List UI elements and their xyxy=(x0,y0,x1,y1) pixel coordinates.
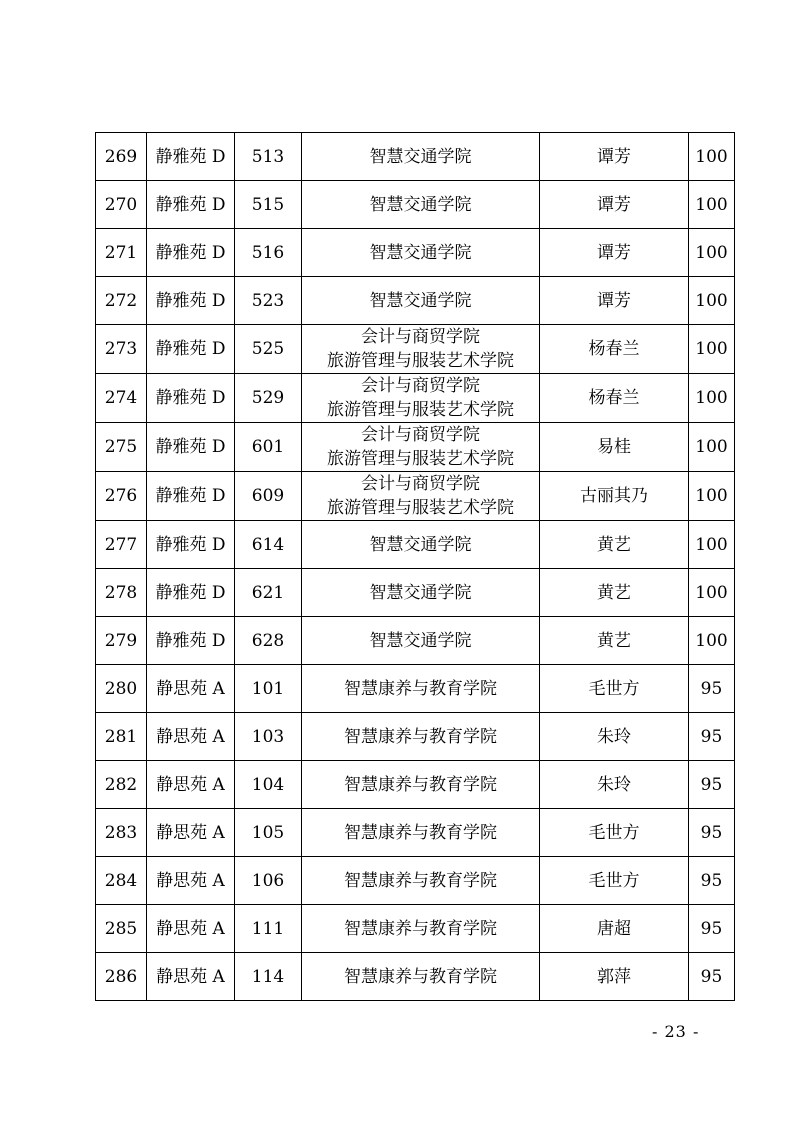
cell-score: 100 xyxy=(689,181,735,229)
cell-room-number: 513 xyxy=(235,133,302,181)
cell-score: 100 xyxy=(689,472,735,521)
cell-teacher: 古丽其乃 xyxy=(540,472,689,521)
cell-college xyxy=(302,713,540,761)
cell-teacher: 杨春兰 xyxy=(540,325,689,374)
table-row xyxy=(96,569,735,617)
cell-room-number: 114 xyxy=(235,953,302,1001)
cell-serial-number: 270 xyxy=(96,181,147,229)
table-row xyxy=(96,423,735,472)
cell-score: 100 xyxy=(689,521,735,569)
table-row xyxy=(96,133,735,181)
cell-teacher: 黄艺 xyxy=(540,617,689,665)
cell-serial-number: 285 xyxy=(96,905,147,953)
cell-room-number: 523 xyxy=(235,277,302,325)
cell-teacher: 谭芳 xyxy=(540,181,689,229)
cell-building: 静雅苑 D xyxy=(147,472,235,521)
cell-building: 静雅苑 D xyxy=(147,569,235,617)
cell-room-number: 621 xyxy=(235,569,302,617)
cell-serial-number: 282 xyxy=(96,761,147,809)
cell-score: 95 xyxy=(689,761,735,809)
cell-score: 100 xyxy=(689,569,735,617)
cell-room-number: 101 xyxy=(235,665,302,713)
cell-college xyxy=(302,133,540,181)
cell-room-number: 525 xyxy=(235,325,302,374)
cell-score: 100 xyxy=(689,325,735,374)
cell-room-number: 614 xyxy=(235,521,302,569)
cell-building: 静雅苑 D xyxy=(147,229,235,277)
cell-score: 95 xyxy=(689,857,735,905)
college-name: 智慧交通学院 xyxy=(369,534,472,555)
dormitory-score-table-container xyxy=(95,132,734,1001)
cell-serial-number: 281 xyxy=(96,713,147,761)
cell-room-number: 111 xyxy=(235,905,302,953)
cell-college xyxy=(302,809,540,857)
table-row xyxy=(96,617,735,665)
cell-score: 100 xyxy=(689,229,735,277)
table-row xyxy=(96,472,735,521)
cell-room-number: 105 xyxy=(235,809,302,857)
dormitory-score-table xyxy=(95,132,735,1001)
college-name: 智慧交通学院 xyxy=(369,630,472,651)
cell-score: 95 xyxy=(689,953,735,1001)
table-row xyxy=(96,857,735,905)
cell-teacher: 谭芳 xyxy=(540,229,689,277)
cell-score: 95 xyxy=(689,905,735,953)
cell-room-number: 515 xyxy=(235,181,302,229)
cell-teacher: 毛世方 xyxy=(540,857,689,905)
cell-room-number: 104 xyxy=(235,761,302,809)
cell-college xyxy=(302,857,540,905)
cell-building: 静雅苑 D xyxy=(147,617,235,665)
cell-teacher: 朱玲 xyxy=(540,761,689,809)
college-name: 智慧交通学院 xyxy=(369,194,472,215)
table-row xyxy=(96,761,735,809)
cell-building: 静雅苑 D xyxy=(147,521,235,569)
table-row xyxy=(96,521,735,569)
cell-serial-number: 276 xyxy=(96,472,147,521)
cell-room-number: 516 xyxy=(235,229,302,277)
cell-teacher: 黄艺 xyxy=(540,569,689,617)
cell-building: 静雅苑 D xyxy=(147,133,235,181)
cell-serial-number: 283 xyxy=(96,809,147,857)
table-row xyxy=(96,374,735,423)
cell-building: 静雅苑 D xyxy=(147,325,235,374)
college-name: 旅游管理与服装艺术学院 xyxy=(327,449,514,469)
table-row xyxy=(96,809,735,857)
college-name: 会计与商贸学院 xyxy=(361,425,480,445)
cell-serial-number: 279 xyxy=(96,617,147,665)
college-name: 智慧康养与教育学院 xyxy=(344,678,497,699)
college-name: 会计与商贸学院 xyxy=(361,474,480,494)
cell-teacher: 毛世方 xyxy=(540,665,689,713)
college-name: 智慧康养与教育学院 xyxy=(344,918,497,939)
college-name: 旅游管理与服装艺术学院 xyxy=(327,400,514,420)
cell-serial-number: 271 xyxy=(96,229,147,277)
college-name: 智慧交通学院 xyxy=(369,146,472,167)
table-row xyxy=(96,905,735,953)
cell-college xyxy=(302,325,540,374)
page-number: - 23 - xyxy=(652,1022,700,1041)
table-row xyxy=(96,181,735,229)
cell-college xyxy=(302,761,540,809)
college-name: 旅游管理与服装艺术学院 xyxy=(327,351,514,371)
college-name: 智慧康养与教育学院 xyxy=(344,870,497,891)
table-row xyxy=(96,229,735,277)
table-row xyxy=(96,277,735,325)
cell-college xyxy=(302,617,540,665)
college-name: 智慧交通学院 xyxy=(369,582,472,603)
cell-college xyxy=(302,569,540,617)
cell-score: 100 xyxy=(689,374,735,423)
college-name: 智慧康养与教育学院 xyxy=(344,774,497,795)
cell-building: 静思苑 A xyxy=(147,905,235,953)
table-row xyxy=(96,325,735,374)
cell-score: 95 xyxy=(689,713,735,761)
cell-score: 95 xyxy=(689,809,735,857)
cell-score: 100 xyxy=(689,617,735,665)
cell-score: 100 xyxy=(689,423,735,472)
cell-teacher: 朱玲 xyxy=(540,713,689,761)
cell-college xyxy=(302,181,540,229)
cell-serial-number: 277 xyxy=(96,521,147,569)
cell-room-number: 103 xyxy=(235,713,302,761)
college-name: 智慧康养与教育学院 xyxy=(344,726,497,747)
table-row xyxy=(96,953,735,1001)
cell-college xyxy=(302,374,540,423)
table-row xyxy=(96,665,735,713)
cell-room-number: 106 xyxy=(235,857,302,905)
cell-serial-number: 275 xyxy=(96,423,147,472)
cell-building: 静雅苑 D xyxy=(147,277,235,325)
cell-score: 100 xyxy=(689,277,735,325)
cell-teacher: 杨春兰 xyxy=(540,374,689,423)
cell-score: 100 xyxy=(689,133,735,181)
cell-college xyxy=(302,277,540,325)
cell-building: 静雅苑 D xyxy=(147,181,235,229)
cell-building: 静雅苑 D xyxy=(147,374,235,423)
college-name: 会计与商贸学院 xyxy=(361,376,480,396)
cell-teacher: 谭芳 xyxy=(540,277,689,325)
cell-college xyxy=(302,423,540,472)
cell-serial-number: 280 xyxy=(96,665,147,713)
cell-serial-number: 273 xyxy=(96,325,147,374)
cell-building: 静思苑 A xyxy=(147,713,235,761)
cell-serial-number: 278 xyxy=(96,569,147,617)
cell-building: 静思苑 A xyxy=(147,761,235,809)
college-name: 旅游管理与服装艺术学院 xyxy=(327,498,514,518)
cell-score: 95 xyxy=(689,665,735,713)
cell-teacher: 毛世方 xyxy=(540,809,689,857)
cell-college xyxy=(302,521,540,569)
cell-room-number: 601 xyxy=(235,423,302,472)
cell-college xyxy=(302,472,540,521)
cell-teacher: 谭芳 xyxy=(540,133,689,181)
cell-teacher: 黄艺 xyxy=(540,521,689,569)
cell-room-number: 529 xyxy=(235,374,302,423)
table-row xyxy=(96,713,735,761)
cell-room-number: 609 xyxy=(235,472,302,521)
cell-teacher: 易桂 xyxy=(540,423,689,472)
cell-serial-number: 274 xyxy=(96,374,147,423)
cell-teacher: 郭萍 xyxy=(540,953,689,1001)
college-name: 会计与商贸学院 xyxy=(361,327,480,347)
cell-teacher: 唐超 xyxy=(540,905,689,953)
cell-serial-number: 269 xyxy=(96,133,147,181)
cell-college xyxy=(302,229,540,277)
cell-building: 静思苑 A xyxy=(147,665,235,713)
cell-serial-number: 272 xyxy=(96,277,147,325)
cell-serial-number: 286 xyxy=(96,953,147,1001)
college-name: 智慧康养与教育学院 xyxy=(344,822,497,843)
college-name: 智慧康养与教育学院 xyxy=(344,966,497,987)
cell-serial-number: 284 xyxy=(96,857,147,905)
college-name: 智慧交通学院 xyxy=(369,290,472,311)
cell-building: 静雅苑 D xyxy=(147,423,235,472)
table-body xyxy=(96,133,735,1001)
cell-college xyxy=(302,953,540,1001)
cell-building: 静思苑 A xyxy=(147,953,235,1001)
college-name: 智慧交通学院 xyxy=(369,242,472,263)
cell-building: 静思苑 A xyxy=(147,857,235,905)
cell-college xyxy=(302,665,540,713)
cell-building: 静思苑 A xyxy=(147,809,235,857)
cell-college xyxy=(302,905,540,953)
cell-room-number: 628 xyxy=(235,617,302,665)
